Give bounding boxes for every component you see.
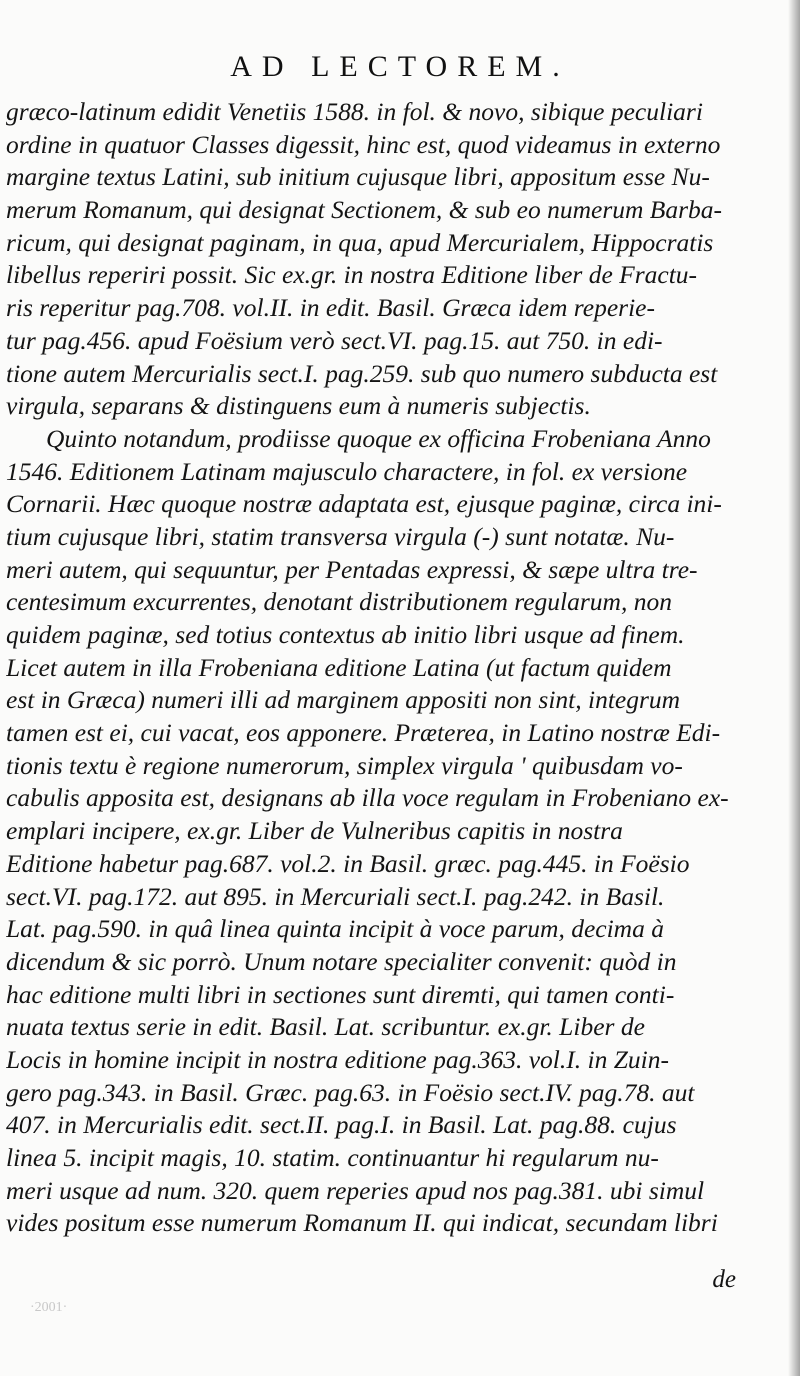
text-line: Licet autem in illa Frobeniana editione Latina (ut factum quidem [6, 652, 672, 682]
text-line: Editione habetur pag.687. vol.2. in Basil. græc. pag.445. in Foësio [6, 848, 690, 878]
catchword: de [712, 1266, 736, 1293]
text-line: gero pag.343. in Basil. Græc. pag.63. in Foësio sect.IV. pag.78. aut [6, 1077, 695, 1107]
text-line: ris reperitur pag.708. vol.II. in edit. Basil. Græca idem reperie- [6, 293, 655, 323]
text-line: tium cujusque libri, statim transversa virgula (-) sunt notatæ. Nu- [6, 521, 675, 551]
text-line: Lat. pag.590. in quâ linea quinta incipit à voce parum, decima à [6, 914, 664, 944]
text-line: tionis textu è regione numerorum, simplex virgula ' quibusdam vo- [6, 750, 683, 780]
text-line: margine textus Latini, sub initium cujusque libri, appositum esse Nu- [6, 162, 710, 192]
text-line: emplari incipere, ex.gr. Liber de Vulneribus capitis in nostra [6, 816, 623, 846]
text-line: virgula, separans & distinguens eum à numeris subjectis. [6, 391, 591, 421]
text-line: tione autem Mercurialis sect.I. pag.259. sub quo numero subducta est [6, 358, 718, 388]
text-line: græco-latinum edidit Venetiis 1588. in fol. & novo, sibique peculiari [6, 97, 703, 126]
page-edge-shadow [788, 0, 800, 1376]
text-line: 1546. Editionem Latinam majusculo charactere, in fol. ex versione [6, 456, 688, 486]
text-line: hac editione multi libri in sectiones sunt diremti, qui tamen conti- [6, 979, 675, 1009]
text-line: centesimum excurrentes, denotant distributionem regularum, non [6, 587, 672, 617]
text-line: vides positum esse numerum Romanum II. qui indicat, secundam libri [6, 1208, 718, 1238]
text-line: tur pag.456. apud Foësium verò sect.VI. pag.15. aut 750. in edi- [6, 325, 663, 355]
text-line: linea 5. incipit magis, 10. statim. continuantur hi regularum nu- [6, 1143, 659, 1172]
text-line: 407. in Mercurialis edit. sect.II. pag.I. in Basil. Lat. pag.88. cujus [6, 1110, 677, 1140]
text-line: Locis in homine incipit in nostra editione pag.363. vol.I. in Zuin- [6, 1044, 669, 1074]
paragraph-start-line: Quinto notandum, prodiisse quoque ex officina Frobeniana Anno [46, 423, 711, 453]
text-line: meri usque ad num. 320. quem reperies apud nos pag.381. ubi simul [6, 1175, 705, 1205]
text-line: nuata textus serie in edit. Basil. Lat. scribuntur. ex.gr. Liber de [6, 1012, 645, 1042]
text-line: quidem paginæ, sed totius contextus ab initio libri usque ad finem. [6, 620, 685, 649]
text-line: cabulis apposita est, designans ab illa voce regulam in Frobeniano ex- [6, 783, 729, 813]
bleed-through-marks: ·2001· [30, 1300, 68, 1315]
text-line: ricum, qui designat paginam, in qua, apud Mercurialem, Hippocratis [6, 227, 714, 257]
text-line: dicendum & sic porrò. Unum notare specialiter convenit: quòd in [6, 946, 677, 976]
text-line: sect.VI. pag.172. aut 895. in Mercuriali sect.I. pag.242. in Basil. [6, 881, 665, 911]
text-line: est in Græca) numeri illi ad marginem appositi non sint, integrum [6, 685, 681, 715]
text-line: tamen est ei, cui vacat, eos apponere. Præterea, in Latino nostræ Edi- [6, 718, 721, 748]
text-line: ordine in quatuor Classes digessit, hinc est, quod videamus in externo [6, 129, 721, 159]
running-header: AD LECTOREM. [230, 50, 570, 83]
text-line: meri autem, qui sequuntur, per Pentadas expressi, & sæpe ultra tre- [6, 554, 698, 584]
text-line: merum Romanum, qui designat Sectionem, & sub eo numerum Barba- [6, 195, 723, 225]
text-line: Cornarii. Hæc quoque nostræ adaptata est, ejusque paginæ, circa ini- [6, 489, 722, 519]
body-text [6, 96, 744, 1240]
text-line: libellus reperiri possit. Sic ex.gr. in nostra Editione liber de Fractu- [6, 260, 698, 290]
